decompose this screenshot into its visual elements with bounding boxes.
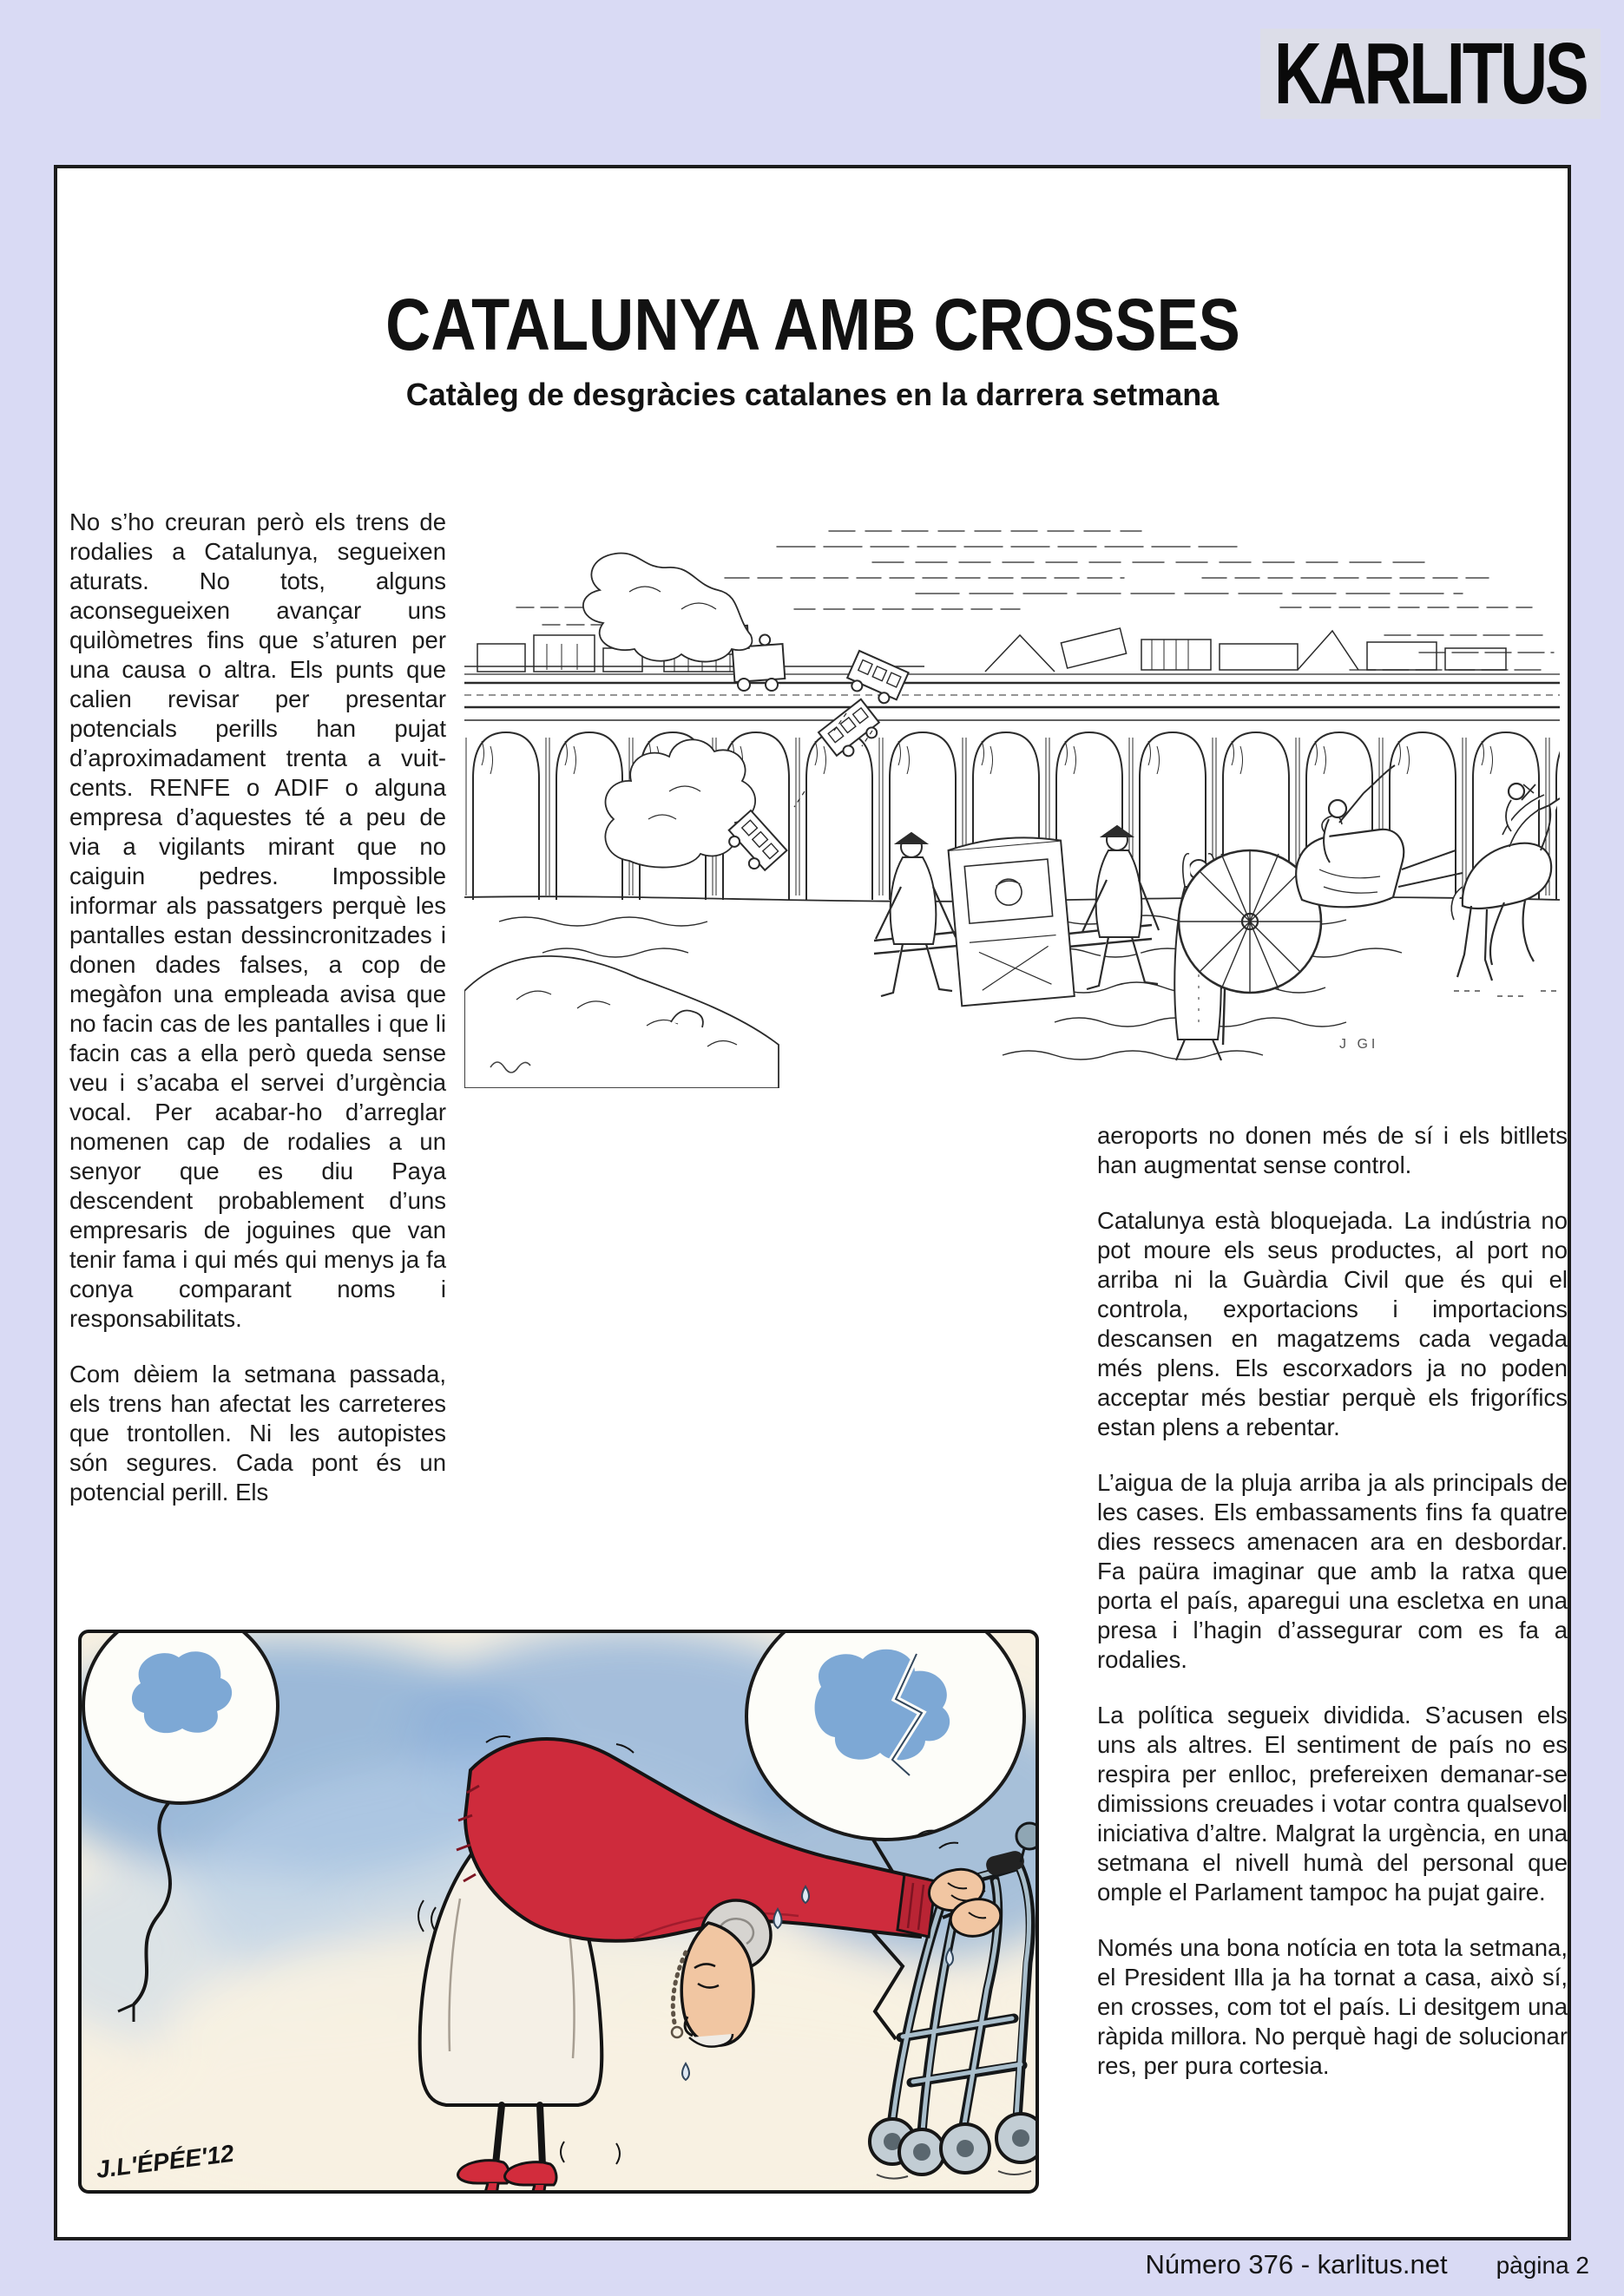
karlitus-masthead-logo bbox=[1260, 25, 1601, 122]
engraving-signature: J GI bbox=[1339, 1037, 1379, 1052]
paragraph: La política segueix dividida. S’acusen els uns als altres. El sentiment de país no es respira per enlloc, prefereixen demanar-se dimissions creuades i votar contra qualsevol iniciativa d’altre. Malgrat la urgència, en una setmana el nivell humà del personal que omple el Parlament tampoc ha pujat gaire. bbox=[1097, 1702, 1568, 1906]
page-number: pàgina 2 bbox=[1496, 2252, 1589, 2279]
cartoonist-signature: J.L'ÉPÉE'12 bbox=[94, 2139, 236, 2183]
old-woman-walker-cartoon bbox=[78, 1630, 1039, 2194]
page-title: CATALUNYA AMB CROSSES bbox=[385, 284, 1240, 365]
article-column-right bbox=[1097, 1121, 1568, 2081]
paragraph: Només una bona notícia en tota la setmana, el President Illa ja ha tornat a casa, això sí, en crosses, com tot el país. Li desitgem una ràpida millora. No perquè hagi de solucionar res, per pura cortesia. bbox=[1097, 1934, 1568, 2079]
paragraph: L’aigua de la pluja arriba ja als principals de les cases. Els embassaments fins fa quatre dies ressecs amenacen ara en desbordar. Fa paüra imaginar que amb la ratxa que porta el país, aparegui una escletxa en una presa i l’hagin d’assegurar com es fa a rodalies. bbox=[1097, 1469, 1568, 1673]
article-content-box bbox=[54, 165, 1571, 2240]
paragraph: No s’ho creuran però els trens de rodalies a Catalunya, segueixen aturats. No tots, alguns aconsegueixen avançar uns quilòmetres fins que s’aturen per una causa o altra. Els punts que calien revisar per presentar potencials perills han pujat d’aproximadament trenta a vuit-cents. RENFE o ADIF o alguna empresa d’aquestes té a peu de via a vigilants mirant que no caiguin pedres. Impossible informar als passatgers perquè les pantalles estan dessincronitzades i donen dades falses, a cop de megàfon una empleada avisa que no facin cas de les pantalles i que li facin cas a ella però queda sense veu i s’acaba el servei d’urgència vocal. Per acabar-ho d’arreglar nomenen cap de rodalies a un senyor que es diu Paya descendent probablement d’uns empresaris de joguines que van tenir fama i qui més qui menys ja fa conya comparant noms i responsabilitats. bbox=[69, 508, 446, 1332]
logo-text: KARLITUS bbox=[1274, 25, 1587, 122]
issue-and-site: Número 376 - karlitus.net bbox=[1145, 2249, 1448, 2280]
article-column-left bbox=[69, 508, 446, 1507]
page-subtitle: Catàleg de desgràcies catalanes en la darrera setmana bbox=[405, 377, 1220, 412]
paragraph: Catalunya està bloquejada. La indústria no pot moure els seus productes, al port no arriba ni la Guàrdia Civil que és qui el controla, exportacions i importacions descansen en magatzems cada vegada més plens. Els escorxadors ja no poden acceptar més bestiar perquè els frigorífics estan plens a rebentar. bbox=[1097, 1207, 1568, 1440]
paragraph: Com dèiem la setmana passada, els trens han afectat les carreteres que trontollen. Ni les autopistes són segures. Cada pont és un potencial perill. Els bbox=[69, 1361, 446, 1506]
page-footer bbox=[0, 2249, 1589, 2280]
paragraph: aeroports no donen més de sí i els bitllets han augmentat sense control. bbox=[1097, 1122, 1568, 1178]
train-derailment-engraving bbox=[464, 505, 1560, 1088]
